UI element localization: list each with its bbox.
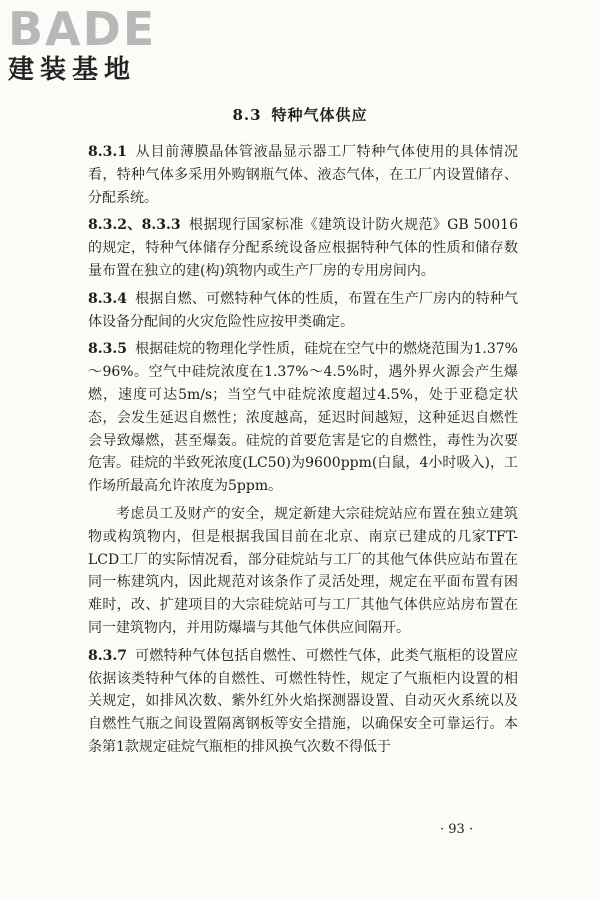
clause-text: 从目前薄膜晶体管液晶显示器工厂特种气体使用的具体情况看，特种气体多采用外购钢瓶气体、液态气体，在工厂内设置储存、分配系统。: [88, 144, 518, 206]
bade-logo: [8, 4, 178, 86]
clause-text: 根据硅烷的物理化学性质，硅烷在空气中的燃烧范围为1.37%～96%。空气中硅烷浓度在1.37%～4.5%时，遇外界火源会产生爆燃，速度可达5m/s；当空气中硅烷浓度超过4.5%，处于亚稳定状态，会发生延迟自燃性；浓度越高，延迟时间越短，这种延迟自燃性会导致爆燃，甚至爆轰。硅烷的首要危害是它的自燃性，毒性为次要危害。硅烷的半致死浓度(LC50)为9600ppm(白鼠，4小时吸入)，工作场所最高允许浓度为5ppm。: [88, 341, 518, 495]
clause-number: 8.3.7: [88, 647, 127, 664]
clause-text: 根据现行国家标准《建筑设计防火规范》GB 50016的规定，特种气体储存分配系统设备应根据特种气体的性质和储存数量布置在独立的建(构)筑物内或生产厂房的专用房间内。: [88, 217, 518, 279]
clause-8-3-7: [88, 645, 518, 759]
clause-text: 根据自燃、可燃特种气体的性质，布置在生产厂房内的特种气体设备分配间的火灾危险性应按甲类确定。: [88, 290, 518, 330]
clause-8-3-5: [88, 338, 518, 498]
clause-text: 可燃特种气体包括自燃性、可燃性气体，此类气瓶柜的设置应依据该类特种气体的自燃性、可燃性特性，规定了气瓶柜内设置的相关规定，如排风次数、紫外红外火焰探测器设置、自动灭火系统以及自燃性气瓶之间设置隔离钢板等安全措施，以确保安全可靠运行。本条第1款规定硅烷气瓶柜的排风换气次数不得低于: [88, 647, 518, 755]
clause-8-3-2: [88, 214, 518, 282]
logo-subtitle: 建装基地: [8, 55, 137, 85]
logo-wordmark: BADE: [8, 2, 157, 56]
clause-8-3-5-continuation: 考虑员工及财产的安全，规定新建大宗硅烷站应布置在独立建筑物或构筑物内，但是根据我国目前在北京、南京已建成的几家TFT-LCD工厂的实际情况看，部分硅烷站与工厂的其他气体供应站布置在同一栋建筑内，因此规范对该条作了灵活处理，规定在平面布置有困难时，改、扩建项目的大宗硅烷站可与工厂其他气体供应站房布置在同一建筑物内，并用防爆墙与其他气体供应间隔开。: [88, 505, 518, 636]
document-body: [88, 141, 518, 764]
clause-8-3-1: [88, 141, 518, 209]
clause-number: 8.3.4: [88, 290, 127, 307]
section-title: 特种气体供应: [271, 106, 368, 124]
page-number: · 93 ·: [440, 822, 474, 837]
clause-number: 8.3.5: [88, 341, 127, 358]
section-number: 8.3: [232, 106, 262, 124]
clause-number: 8.3.1: [88, 144, 127, 160]
section-heading: [0, 104, 600, 125]
clause-8-3-4: [88, 288, 518, 334]
clause-number: 8.3.2、8.3.3: [88, 217, 181, 234]
